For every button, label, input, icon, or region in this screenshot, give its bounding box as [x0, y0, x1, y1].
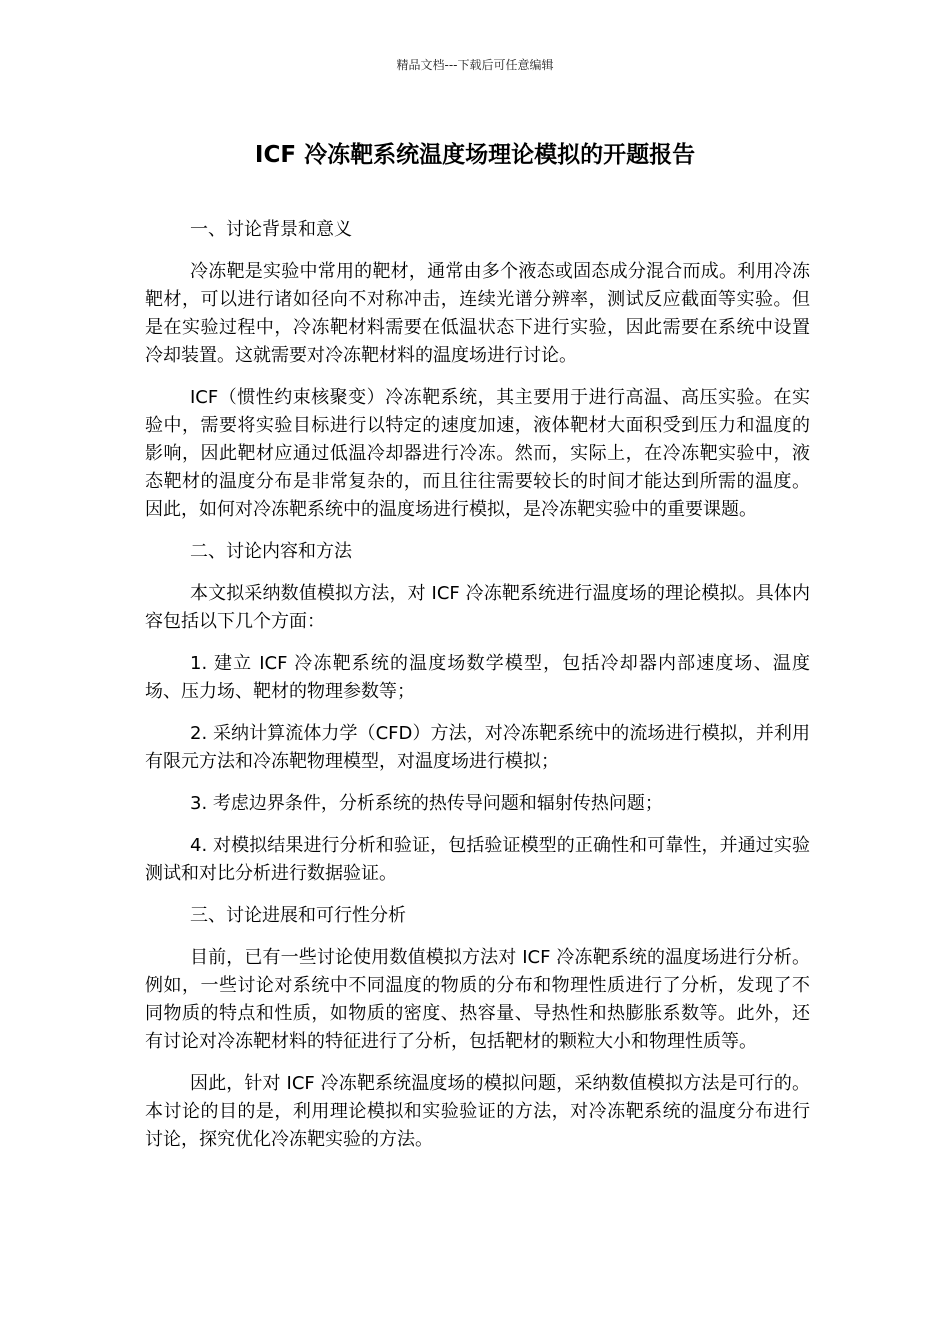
header-note: 精品文档---下载后可任意编辑 — [396, 58, 554, 72]
paragraph-conclusion: 因此，针对 ICF 冷冻靶系统温度场的模拟问题，采纳数值模拟方法是可行的。本讨论的目的是，利用理论模拟和实验验证的方法，对冷冻靶系统的温度分布进行讨论，探究优化冷冻靶实验的方法。 — [145, 1073, 810, 1150]
document-body — [145, 216, 810, 1168]
paragraph-cryo-target-intro: 冷冻靶是实验中常用的靶材，通常由多个液态或固态成分混合而成。利用冷冻靶材，可以进行诸如径向不对称冲击，连续光谱分辨率，测试反应截面等实验。但是在实验过程中，冷冻靶材料需要在低温状态下进行实验，因此需要在系统中设置冷却装置。这就需要对冷冻靶材料的温度场进行讨论。 — [145, 261, 810, 366]
document-title: ICF 冷冻靶系统温度场理论模拟的开题报告 — [254, 142, 696, 168]
list-item-3: 3. 考虑边界条件，分析系统的热传导问题和辐射传热问题； — [190, 793, 663, 814]
section-heading-background: 一、讨论背景和意义 — [190, 219, 352, 240]
paragraph-method-overview: 本文拟采纳数值模拟方法，对 ICF 冷冻靶系统进行温度场的理论模拟。具体内容包括以下几个方面： — [145, 583, 810, 632]
section-heading-content-methods: 二、讨论内容和方法 — [190, 541, 352, 562]
list-item-4: 4. 对模拟结果进行分析和验证，包括验证模型的正确性和可靠性，并通过实验测试和对比分析进行数据验证。 — [145, 835, 810, 884]
section-heading-progress-feasibility: 三、讨论进展和可行性分析 — [190, 905, 406, 926]
paragraph-icf-system: ICF（惯性约束核聚变）冷冻靶系统，其主要用于进行高温、高压实验。在实验中，需要将实验目标进行以特定的速度加速，液体靶材大面积受到压力和温度的影响，因此靶材应通过低温冷却器进行冷冻。然而，实际上，在冷冻靶实验中，液态靶材的温度分布是非常复杂的，而且往往需要较长的时间才能达到所需的温度。因此，如何对冷冻靶系统中的温度场进行模拟，是冷冻靶实验中的重要课题。 — [145, 387, 810, 520]
list-item-1: 1. 建立 ICF 冷冻靶系统的温度场数学模型，包括冷却器内部速度场、温度场、压力场、靶材的物理参数等； — [145, 653, 810, 702]
paragraph-current-research: 目前，已有一些讨论使用数值模拟方法对 ICF 冷冻靶系统的温度场进行分析。例如，一些讨论对系统中不同温度的物质的分布和物理性质进行了分析，发现了不同物质的特点和性质，如物质的密度、热容量、导热性和热膨胀系数等。此外，还有讨论对冷冻靶材料的特征进行了分析，包括靶材的颗粒大小和物理性质等。 — [145, 947, 810, 1052]
list-item-2: 2. 采纳计算流体力学（CFD）方法，对冷冻靶系统中的流场进行模拟，并利用有限元方法和冷冻靶物理模型，对温度场进行模拟； — [145, 723, 810, 772]
